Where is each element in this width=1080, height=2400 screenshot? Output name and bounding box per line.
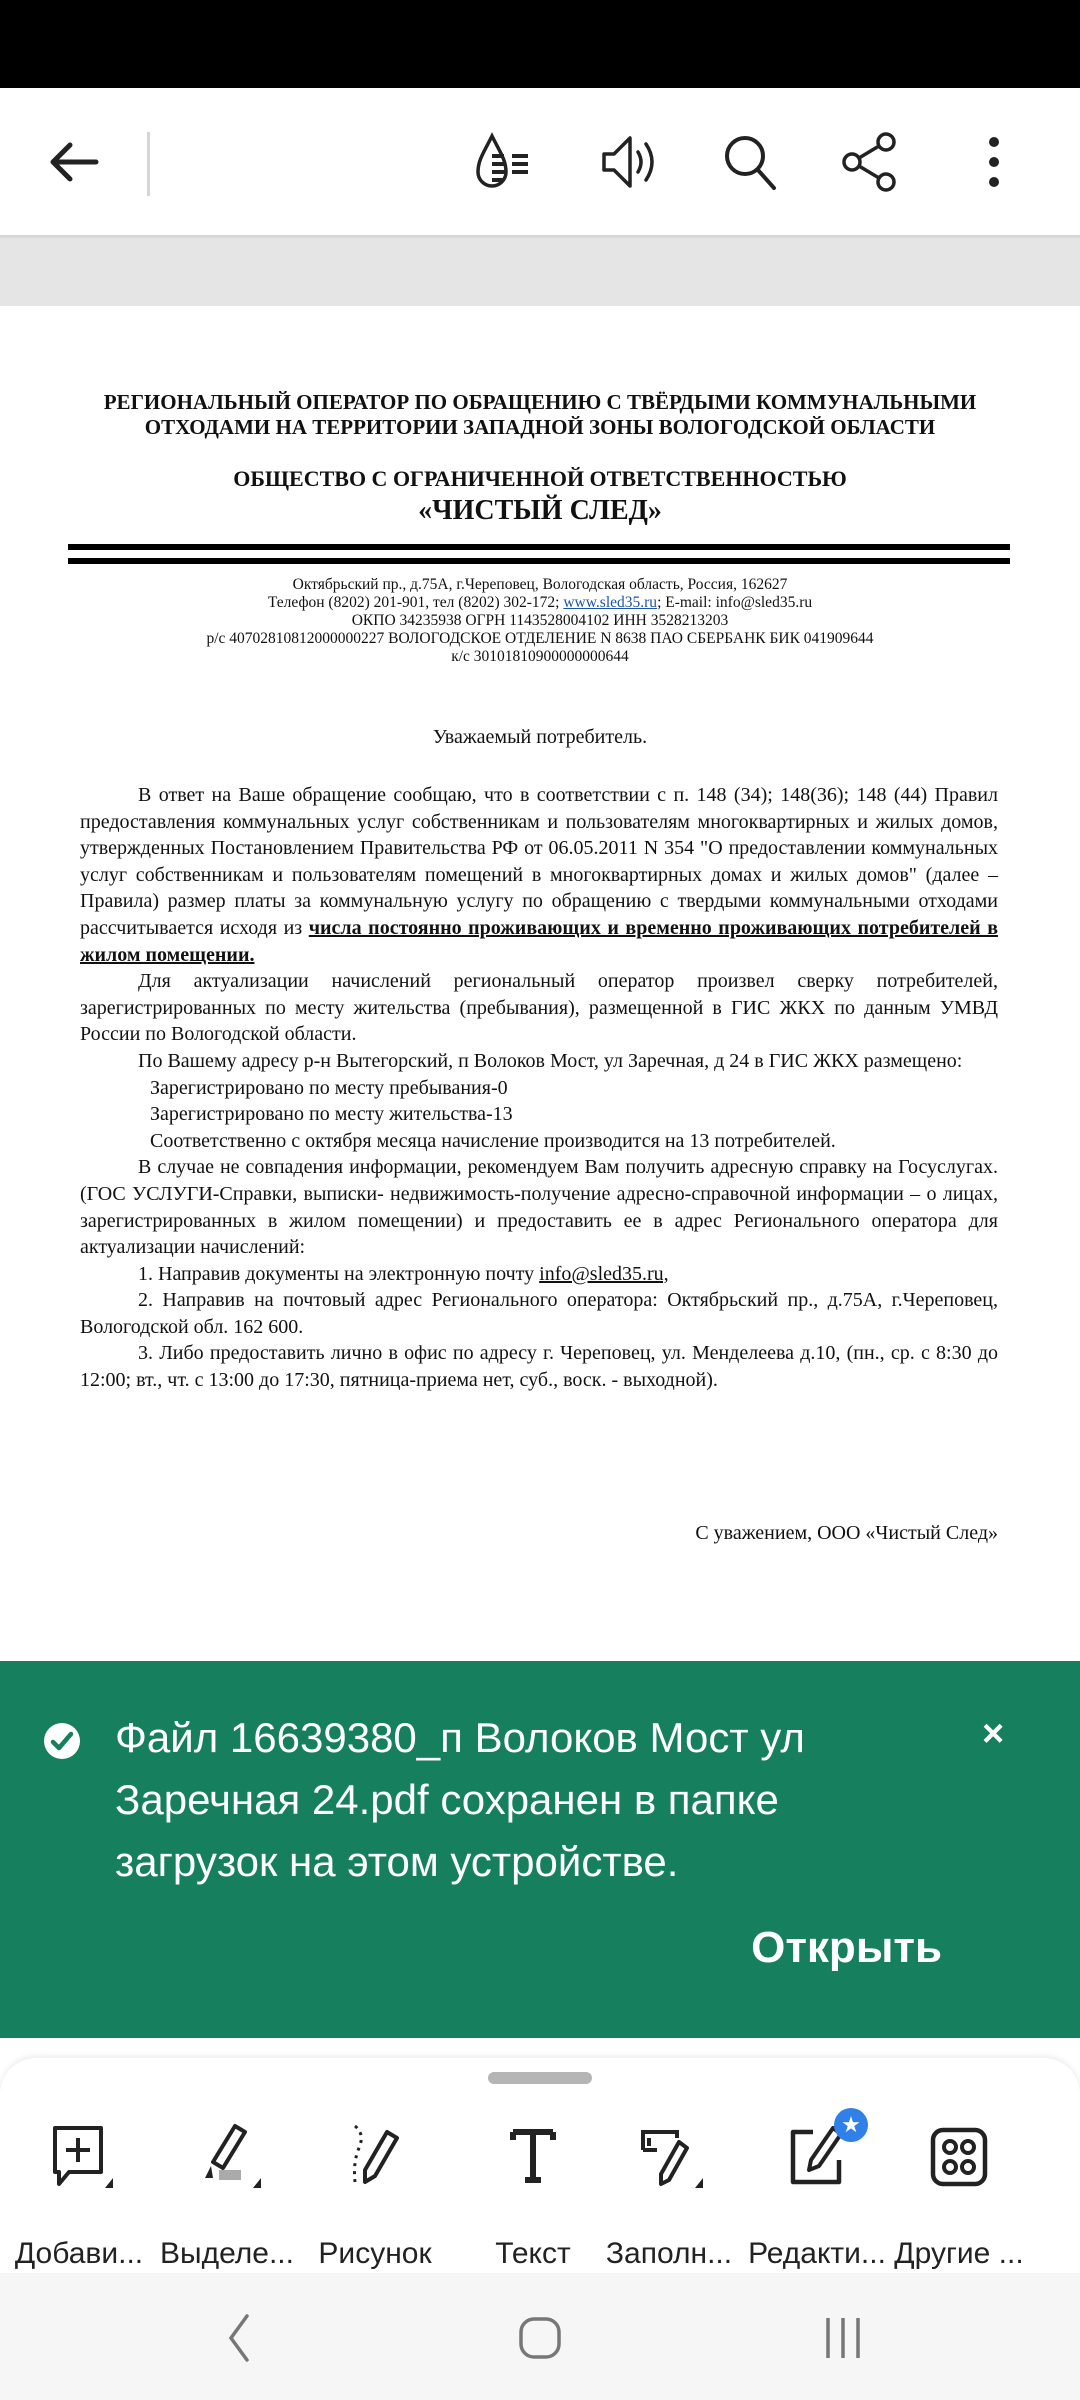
nav-back-icon — [219, 2308, 259, 2368]
tool-label: Заполн... — [605, 2237, 733, 2270]
snackbar-open-button[interactable]: Открыть — [751, 1923, 942, 1972]
sheet-drag-handle[interactable] — [488, 2072, 592, 2084]
back-arrow-icon — [46, 134, 102, 190]
tool-label: Текст — [495, 2237, 571, 2270]
tool-label: Другие ... — [894, 2237, 1024, 2270]
liquid-mode-button[interactable] — [468, 126, 540, 198]
more-options-icon — [982, 130, 1006, 194]
tool-edit-pdf[interactable] — [744, 2112, 890, 2270]
paragraph — [80, 782, 998, 968]
header-line-1: РЕГИОНАЛЬНЫЙ ОПЕРАТОР ПО ОБРАЩЕНИЮ С ТВЁРДЫМИ КОММУНАЛЬНЫМИ — [103, 390, 977, 414]
new-feature-badge: ★ — [834, 2108, 868, 2142]
check-circle-icon — [42, 1721, 82, 1761]
paragraph: В случае не совпадения информации, рекомендуем Вам получить адресную справку на Госуслугах. (ГОС УСЛУГИ-Справки, выписки- недвижимость-получение адресно-справочной информации – о лицах, зарегистрированных в жилом помещении) и предоставить ее в адрес Регионального оператора для актуализации начислений: — [80, 1156, 998, 1259]
toolbar-divider — [147, 132, 150, 196]
list-item: 3. Либо предоставить лично в офис по адресу г. Череповец, ул. Менделеева д.10, (пн., ср. с 8:30 до 12:00; вт., чт. с 13:00 до 17:30, пятница-приема нет, суб., воск. - выходной). — [80, 1342, 998, 1392]
text-icon — [493, 2118, 573, 2198]
letterhead-rule — [68, 544, 1010, 550]
letterhead-rule — [68, 558, 1010, 564]
search-icon — [718, 130, 782, 194]
tool-highlight[interactable] — [154, 2118, 300, 2268]
nav-recents-icon — [818, 2313, 868, 2363]
pdf-page[interactable] — [0, 306, 1080, 1666]
tools-bottom-sheet — [0, 2058, 1080, 2273]
phones: Телефон (8202) 201-901, тел (8202) 302-172; — [267, 594, 564, 611]
company-requisites — [60, 576, 1020, 666]
liquid-mode-icon — [472, 130, 536, 194]
website-link[interactable]: www.sled35.ru — [563, 594, 658, 611]
tool-label: Редакти... — [748, 2237, 886, 2270]
letter-body — [80, 782, 998, 1394]
company-name: «ЧИСТЫЙ СЛЕД» — [418, 495, 662, 526]
tool-label: Рисунок — [318, 2237, 432, 2270]
list-item: 2. Направив на почтовый адрес Регионального оператора: Октябрьский пр., д.75А, г.Череповец, Вологодской обл. 162 600. — [80, 1289, 998, 1338]
tool-draw[interactable] — [302, 2118, 448, 2268]
add-comment-icon — [39, 2118, 119, 2198]
draw-icon — [335, 2118, 415, 2198]
page-gap — [0, 235, 1080, 306]
nav-home-icon — [515, 2313, 565, 2363]
share-button[interactable] — [834, 126, 906, 198]
tool-fill-sign[interactable] — [596, 2118, 742, 2268]
read-aloud-icon — [596, 130, 660, 194]
back-button[interactable] — [38, 126, 110, 198]
nav-home-button[interactable] — [495, 2303, 585, 2373]
greeting: Уважаемый потребитель. — [432, 726, 648, 748]
paragraph: По Вашему адресу р-н Вытегорский, п Волоков Мост, ул Заречная, д 24 в ГИС ЖКХ размещено: — [138, 1049, 963, 1072]
more-tools-icon — [919, 2118, 999, 2198]
snackbar-close-button[interactable]: × — [982, 1713, 1005, 1755]
registration-stay: Зарегистрировано по месту пребывания-0 — [150, 1076, 508, 1099]
signature-line: С уважением, ООО «Чистый След» — [695, 1522, 998, 1544]
header-line-2: ОТХОДАМИ НА ТЕРРИТОРИИ ЗАПАДНОЙ ЗОНЫ ВОЛОГОДСКОЙ ОБЛАСТИ — [144, 415, 936, 439]
status-bar — [0, 0, 1080, 88]
read-aloud-button[interactable] — [592, 126, 664, 198]
company-type: ОБЩЕСТВО С ОГРАНИЧЕННОЙ ОТВЕТСТВЕННОСТЬЮ — [233, 466, 847, 491]
tool-add-comment[interactable] — [6, 2118, 152, 2268]
address-line: Октябрьский пр., д.75А, г.Череповец, Вологодская область, Россия, 162627 — [292, 576, 788, 593]
fill-sign-icon — [629, 2118, 709, 2198]
nav-back-button[interactable] — [194, 2303, 284, 2373]
more-options-button[interactable] — [958, 126, 1030, 198]
codes-line: ОКПО 34235938 ОГРН 1143528004102 ИНН 3528213203 — [351, 612, 729, 629]
ks-line: к/с 30101810900000000644 — [451, 648, 629, 665]
tool-text[interactable] — [460, 2118, 606, 2268]
bank-line: р/с 40702810812000000227 ВОЛОГОДСКОЕ ОТДЕЛЕНИЕ N 8638 ПАО СБЕРБАНК БИК 041909644 — [206, 630, 874, 647]
list-item-text: 1. Направив документы на электронную почту — [138, 1262, 540, 1285]
email-text: ; E-mail: info@sled35.ru — [657, 594, 813, 611]
contacts-line — [60, 594, 1020, 612]
paragraph: Для актуализации начислений региональный оператор произвел сверку потребителей, зарегистрированных по месту жительства (пребывания), размещенной в ГИС ЖКХ по данным УМВД России по Вологодской области. — [80, 970, 998, 1046]
share-icon — [838, 130, 902, 194]
paragraph-text: В ответ на Ваше обращение сообщаю, что в соответствии с п. 148 (34); 148(36); 148 (44) Правил предоставления коммунальных услуг собственникам и пользователям многоквартирных и жилых домов, утвержденных Постановлением Правительства РФ от 06.05.2011 N 354 "О предоставлении коммунальных услуг собственникам и пользователям помещений в многоквартирных домах и жилых домов" (далее – Правила) размер платы за коммунальную услугу по обращению с твердыми коммунальными отходами рассчитывается исходя из — [80, 784, 998, 939]
email-link[interactable]: info@sled35.ru, — [539, 1262, 669, 1285]
highlight-icon — [187, 2118, 267, 2198]
nav-recents-button[interactable] — [798, 2303, 888, 2373]
letterhead-operator — [60, 390, 1020, 440]
emphasis-text: числа постоянно проживающих и временно проживающих потребителей в жилом помещении. — [80, 916, 999, 966]
tool-label: Выделе... — [160, 2237, 294, 2270]
accrual-note: Соответственно с октября месяца начисление производится на 13 потребителей. — [150, 1129, 836, 1152]
tool-label: Добави... — [14, 2237, 144, 2270]
snackbar-message: Файл 16639380_п Волоков Мост ул Заречная 24.pdf сохранен в папке загрузок на этом устройстве. — [115, 1714, 805, 1885]
search-button[interactable] — [714, 126, 786, 198]
registration-residence: Зарегистрировано по месту жительства-13 — [150, 1103, 513, 1126]
system-navigation-bar — [0, 2273, 1080, 2400]
download-snackbar — [0, 1661, 1080, 2038]
list-item — [80, 1261, 998, 1288]
top-toolbar — [0, 88, 1080, 235]
tool-more[interactable] — [886, 2118, 1032, 2268]
